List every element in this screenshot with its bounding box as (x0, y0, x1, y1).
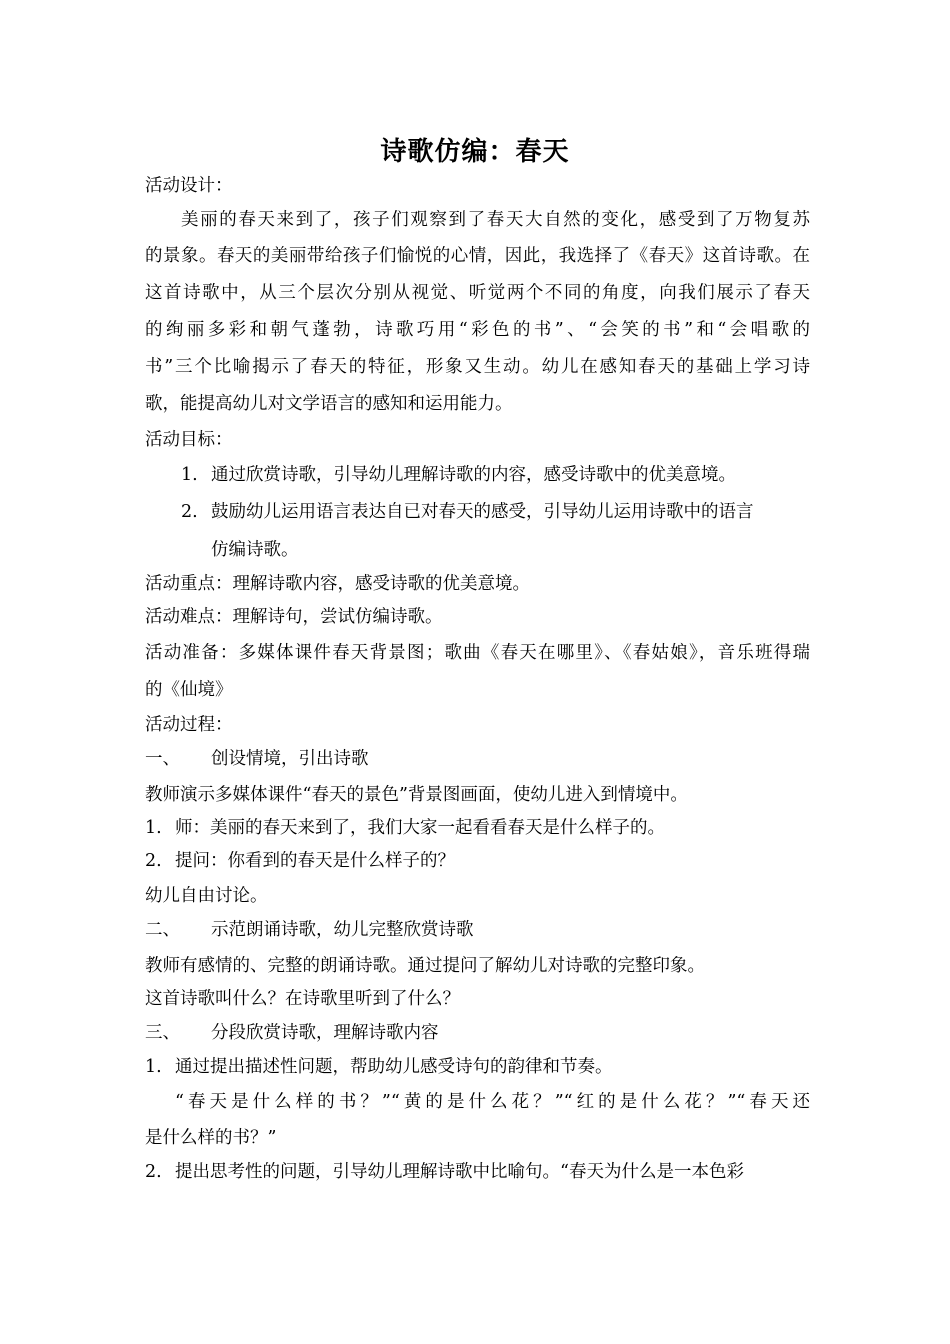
section-title: 分段欣赏诗歌，理解诗歌内容 (211, 1023, 439, 1043)
section-3-quote-line-2: 是什么样的书？” (145, 1128, 277, 1148)
goal-text: 通过欣赏诗歌，引导幼儿理解诗歌的内容，感受诗歌中的优美意境。 (211, 465, 736, 485)
section-title: 示范朗诵诗歌，幼儿完整欣赏诗歌 (211, 920, 474, 940)
preparation-line-1: 活动准备：多媒体课件春天背景图；歌曲《春天在哪里》、《春姑娘》，音乐班得瑞 (145, 643, 810, 663)
section-1-item-2 (145, 849, 810, 873)
section-3-heading (145, 1021, 810, 1045)
section-1-free-discussion: 幼儿自由讨论。 (145, 886, 268, 906)
item-number: 1. (145, 1057, 162, 1077)
goal-item-2-continued: 仿编诗歌。 (211, 540, 299, 560)
goal-number: 1. (181, 465, 198, 485)
section-3-quote-line-1: “春天是什么样的书？”“黄的是什么花？”“红的是什么花？”“春天还 (175, 1092, 810, 1112)
goals-label: 活动目标： (145, 430, 233, 450)
section-1-heading (145, 747, 810, 771)
design-label: 活动设计： (145, 176, 233, 196)
goal-item-1 (181, 463, 810, 487)
section-1-intro: 教师演示多媒体课件“春天的景色”背景图画面，使幼儿进入到情境中。 (145, 785, 688, 805)
section-title: 创设情境，引出诗歌 (211, 749, 369, 769)
key-point: 活动重点：理解诗歌内容，感受诗歌的优美意境。 (145, 574, 530, 594)
item-text: 通过提出描述性问题，帮助幼儿感受诗句的韵律和节奏。 (175, 1057, 613, 1077)
design-para-line-2: 的景象。春天的美丽带给孩子们愉悦的心情，因此，我选择了《春天》这首诗歌。在 (145, 246, 810, 266)
goal-item-2 (181, 500, 810, 524)
design-para-line-1: 美丽的春天来到了，孩子们观察到了春天大自然的变化，感受到了万物复苏 (181, 210, 810, 230)
item-number: 2. (145, 851, 162, 871)
design-para-line-6: 歌，能提高幼儿对文学语言的感知和运用能力。 (145, 394, 513, 414)
design-para-line-3: 这首诗歌中，从三个层次分别从视觉、听觉两个不同的角度，向我们展示了春天 (145, 283, 810, 303)
item-text: 提问：你看到的春天是什么样子的？ (175, 851, 455, 871)
design-para-line-4: 的绚丽多彩和朝气蓬勃，诗歌巧用“彩色的书”、“会笑的书”和“会唱歌的 (145, 320, 810, 340)
section-number: 二、 (145, 920, 180, 940)
preparation-line-2: 的《仙境》 (145, 680, 233, 700)
section-3-item-1 (145, 1055, 810, 1079)
item-text: 提出思考性的问题，引导幼儿理解诗歌中比喻句。“春天为什么是一本色彩 (175, 1162, 744, 1182)
section-2-line-2: 这首诗歌叫什么？在诗歌里听到了什么？ (145, 989, 460, 1009)
section-number: 三、 (145, 1023, 180, 1043)
item-text: 师：美丽的春天来到了，我们大家一起看看春天是什么样子的。 (175, 818, 665, 838)
goal-number: 2. (181, 502, 198, 522)
process-label: 活动过程： (145, 715, 233, 735)
section-1-item-1 (145, 816, 810, 840)
section-2-line-1: 教师有感情的、完整的朗诵诗歌。通过提问了解幼儿对诗歌的完整印象。 (145, 956, 705, 976)
goal-text: 鼓励幼儿运用语言表达自已对春天的感受，引导幼儿运用诗歌中的语言 (211, 502, 754, 522)
section-3-item-2 (145, 1160, 810, 1184)
design-para-line-5: 书”三个比喻揭示了春天的特征，形象又生动。幼儿在感知春天的基础上学习诗 (145, 357, 810, 377)
page-title: 诗歌仿编：春天 (380, 137, 570, 167)
difficulty: 活动难点：理解诗句，尝试仿编诗歌。 (145, 607, 443, 627)
section-number: 一、 (145, 749, 180, 769)
item-number: 1. (145, 818, 162, 838)
section-2-heading (145, 918, 810, 942)
item-number: 2. (145, 1162, 162, 1182)
